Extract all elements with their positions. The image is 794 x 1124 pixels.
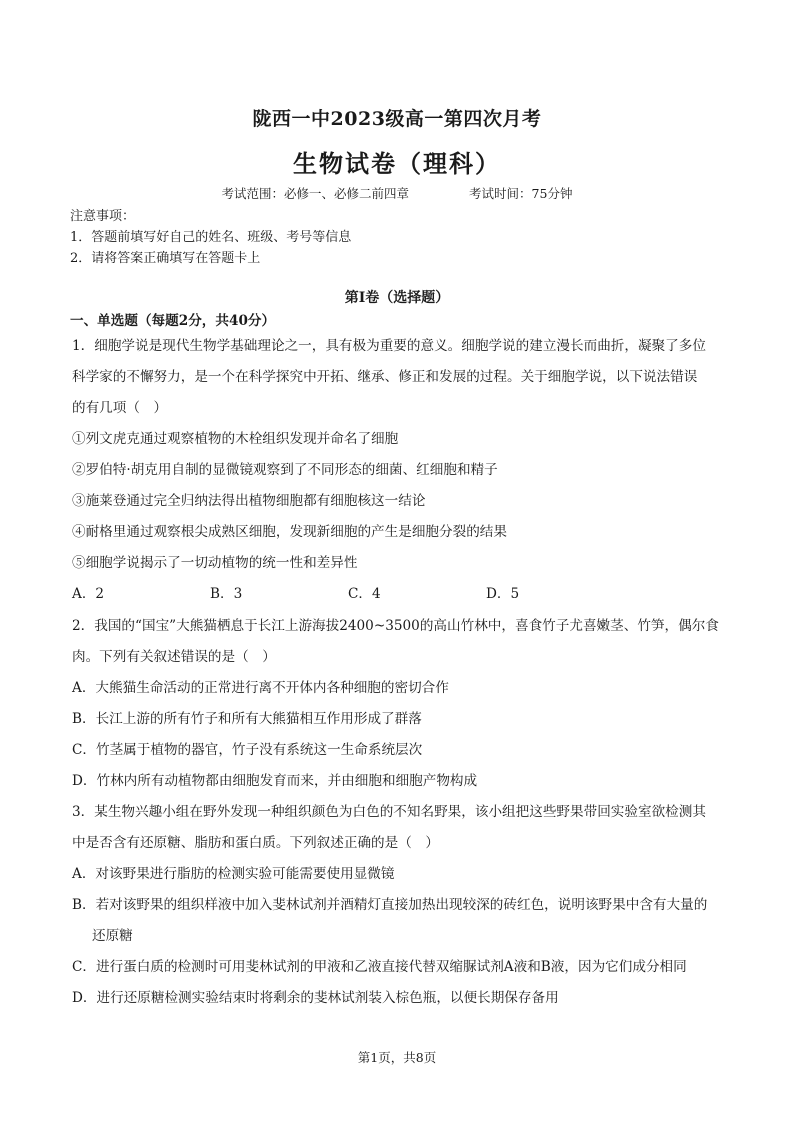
section-title: 第Ⅰ卷（选择题） [344, 290, 450, 306]
q1-statement: ④耐格里通过观察根尖成熟区细胞，发现新细胞的产生是细胞分裂的结果 [72, 524, 507, 540]
q2-option: A．大熊猫生命活动的正常进行离不开体内各种细胞的密切合作 [72, 680, 449, 696]
q3-option-continued: 还原糖 [92, 928, 133, 944]
page-footer: 第1页，共8页 [357, 1050, 437, 1065]
exam-scope: 考试范围：必修一、必修二前四章 [221, 186, 410, 201]
q1-stem-line: 科学家的不懈努力，是一个在科学探究中开拓、继承、修正和发展的过程。关于细胞学说，以下说法错误 [72, 369, 698, 385]
q3-option: B．若对该野果的组织样液中加入斐林试剂并酒精灯直接加热出现较深的砖红色，说明该野果中含有大量的 [72, 897, 708, 913]
q3-option: D．进行还原糖检测实验结束时将剩余的斐林试剂装入棕色瓶，以便长期保存备用 [72, 990, 559, 1006]
q1-options [72, 582, 624, 602]
q3-stem-line: 中是否含有还原糖、脂肪和蛋白质。下列叙述正确的是（ ） [72, 835, 440, 851]
q1-stem-line: 的有几项（ ） [72, 400, 168, 416]
q1-option-c: C．4 [348, 586, 381, 602]
q1-statement: ③施莱登通过完全归纳法得出植物细胞都有细胞核这一结论 [72, 493, 426, 509]
q3-stem-line: 3．某生物兴趣小组在野外发现一种组织颜色为白色的不知名野果，该小组把这些野果带回实验室欲检测其 [72, 804, 706, 820]
subject-title: 生物试卷（理科） [293, 149, 501, 178]
q2-option: B．长江上游的所有竹子和所有大熊猫相互作用形成了群落 [72, 711, 422, 727]
q2-option: D．竹林内所有动植物都由细胞发育而来，并由细胞和细胞产物构成 [72, 773, 478, 789]
note-item: 1．答题前填写好自己的姓名、班级、考号等信息 [70, 230, 352, 245]
q1-stem-line: 1．细胞学说是现代生物学基础理论之一，具有极为重要的意义。细胞学说的建立漫长而曲折，凝聚了多位 [72, 338, 706, 354]
q3-option: C．进行蛋白质的检测时可用斐林试剂的甲液和乙液直接代替双缩脲试剂A液和B液，因为它们成分相同 [72, 959, 687, 975]
q1-option-b: B．3 [210, 586, 243, 602]
q2-option: C．竹茎属于植物的器官，竹子没有系统这一生命系统层次 [72, 742, 423, 758]
q1-option-d: D．5 [486, 586, 520, 602]
part-heading: 一、单选题（每题2分，共40分） [70, 313, 276, 329]
note-item: 2．请将答案正确填写在答题卡上 [70, 251, 261, 266]
q1-option-a: A．2 [72, 586, 105, 602]
school-title: 陇西一中2023级高一第四次月考 [252, 108, 542, 130]
q3-option: A．对该野果进行脂肪的检测实验可能需要使用显微镜 [72, 866, 395, 882]
q2-stem-line: 2．我国的“国宝”大熊猫栖息于长江上游海拔2400~3500的高山竹林中，喜食竹子尤喜嫩茎、竹笋，偶尔食 [72, 618, 719, 634]
q1-statement: ⑤细胞学说揭示了一切动植物的统一性和差异性 [72, 555, 358, 571]
q2-stem-line: 肉。下列有关叙述错误的是（ ） [72, 649, 276, 665]
exam-time: 考试时间：75分钟 [469, 186, 573, 201]
exam-meta [0, 184, 794, 202]
q1-statement: ②罗伯特·胡克用自制的显微镜观察到了不同形态的细菌、红细胞和精子 [72, 462, 498, 478]
q1-statement: ①列文虎克通过观察植物的木栓组织发现并命名了细胞 [72, 431, 399, 447]
notes-heading: 注意事项： [70, 209, 136, 224]
